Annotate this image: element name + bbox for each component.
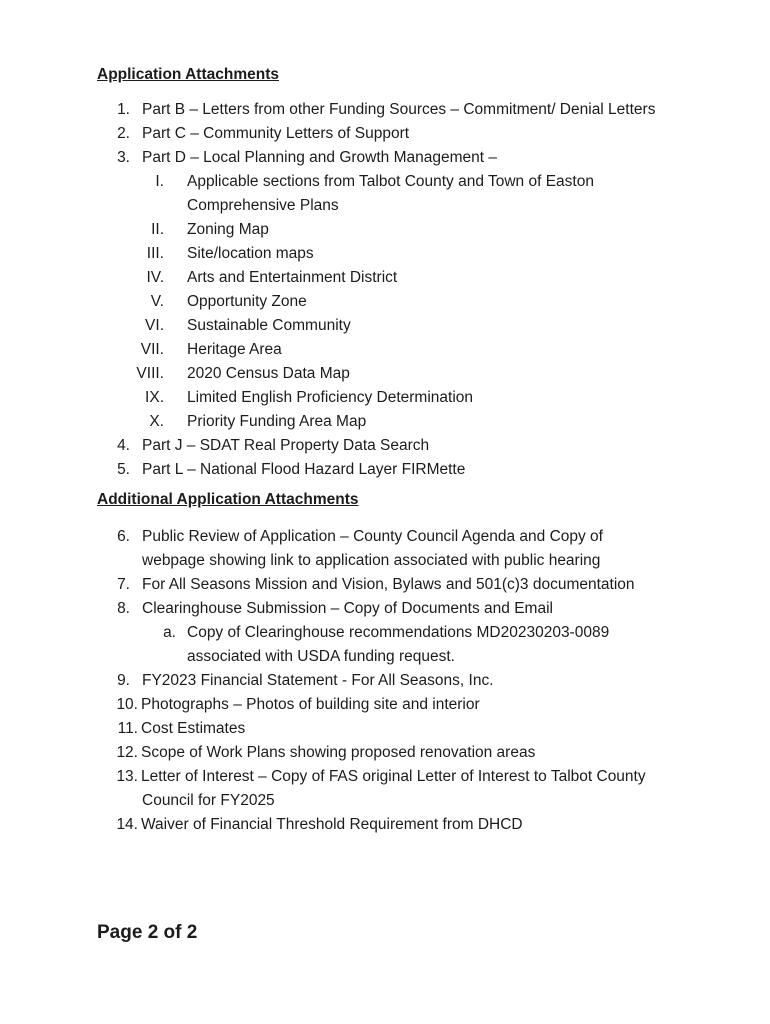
- sublist-number: IV.: [146, 269, 164, 286]
- sublist-number: V.: [150, 293, 164, 310]
- sublist-number: a.: [163, 624, 176, 641]
- list-text: Letter of Interest – Copy of FAS original Letter of Interest to Talbot County: [141, 768, 646, 785]
- list-text: Part B – Letters from other Funding Sources – Commitment/ Denial Letters: [142, 101, 656, 118]
- list-text: Cost Estimates: [141, 720, 246, 737]
- list-number: 2.: [117, 125, 130, 142]
- sublist-text: Opportunity Zone: [187, 293, 307, 310]
- sublist-text: Copy of Clearinghouse recommendations MD20230203-0089: [187, 624, 610, 641]
- list-text: Clearinghouse Submission – Copy of Documents and Email: [142, 600, 553, 617]
- sublist-number: III.: [146, 245, 164, 262]
- list-text: Public Review of Application – County Council Agenda and Copy of: [142, 528, 603, 545]
- list-text: Part L – National Flood Hazard Layer FIRMette: [142, 461, 466, 478]
- sublist-text: Sustainable Community: [187, 317, 351, 334]
- sublist-number: I.: [155, 173, 164, 190]
- section-heading-additional-attachments: Additional Application Attachments: [97, 491, 359, 508]
- list-text: FY2023 Financial Statement - For All Seasons, Inc.: [142, 672, 494, 689]
- sublist-number: X.: [149, 413, 164, 430]
- list-number: 1.: [117, 101, 130, 118]
- list-text: Part C – Community Letters of Support: [142, 125, 410, 142]
- list-number: 11.: [117, 720, 138, 737]
- list-number: 8.: [117, 600, 130, 617]
- sublist-text: Site/location maps: [187, 245, 314, 262]
- sublist-number: VIII.: [136, 365, 164, 382]
- list-number: 7.: [117, 576, 130, 593]
- sublist-text: Applicable sections from Talbot County and Town of Easton: [187, 173, 594, 190]
- list-number: 4.: [117, 437, 130, 454]
- list-number: 10.: [116, 696, 138, 713]
- sublist-text: Limited English Proficiency Determination: [187, 389, 474, 406]
- page-number: Page 2 of 2: [97, 922, 198, 943]
- sublist-text: Priority Funding Area Map: [187, 413, 367, 430]
- list-number: 6.: [117, 528, 130, 545]
- list-text: Part D – Local Planning and Growth Management –: [142, 149, 497, 166]
- list-number: 14.: [116, 816, 138, 833]
- sublist-text: 2020 Census Data Map: [187, 365, 350, 382]
- sublist-text: Comprehensive Plans: [187, 197, 339, 214]
- list-number: 5.: [117, 461, 130, 478]
- sublist-text: associated with USDA funding request.: [187, 648, 455, 665]
- list-text: Part J – SDAT Real Property Data Search: [142, 437, 430, 454]
- sublist-number: II.: [151, 221, 164, 238]
- list-number: 3.: [117, 149, 130, 166]
- list-text: For All Seasons Mission and Vision, Bylaws and 501(c)3 documentation: [142, 576, 635, 593]
- sublist-number: VII.: [140, 341, 164, 358]
- sublist-text: Zoning Map: [187, 221, 269, 238]
- section-heading-application-attachments: Application Attachments: [97, 66, 279, 83]
- list-number: 12.: [116, 744, 138, 761]
- sublist-number: VI.: [145, 317, 164, 334]
- list-number: 13.: [116, 768, 138, 785]
- list-text: Scope of Work Plans showing proposed renovation areas: [141, 744, 536, 761]
- list-number: 9.: [117, 672, 130, 689]
- sublist-text: Arts and Entertainment District: [187, 269, 398, 286]
- list-text: Waiver of Financial Threshold Requirement from DHCD: [141, 816, 523, 833]
- list-text: Council for FY2025: [142, 792, 275, 809]
- sublist-text: Heritage Area: [187, 341, 282, 358]
- list-text: Photographs – Photos of building site and interior: [141, 696, 480, 713]
- sublist-number: IX.: [145, 389, 164, 406]
- list-text: webpage showing link to application associated with public hearing: [142, 552, 601, 569]
